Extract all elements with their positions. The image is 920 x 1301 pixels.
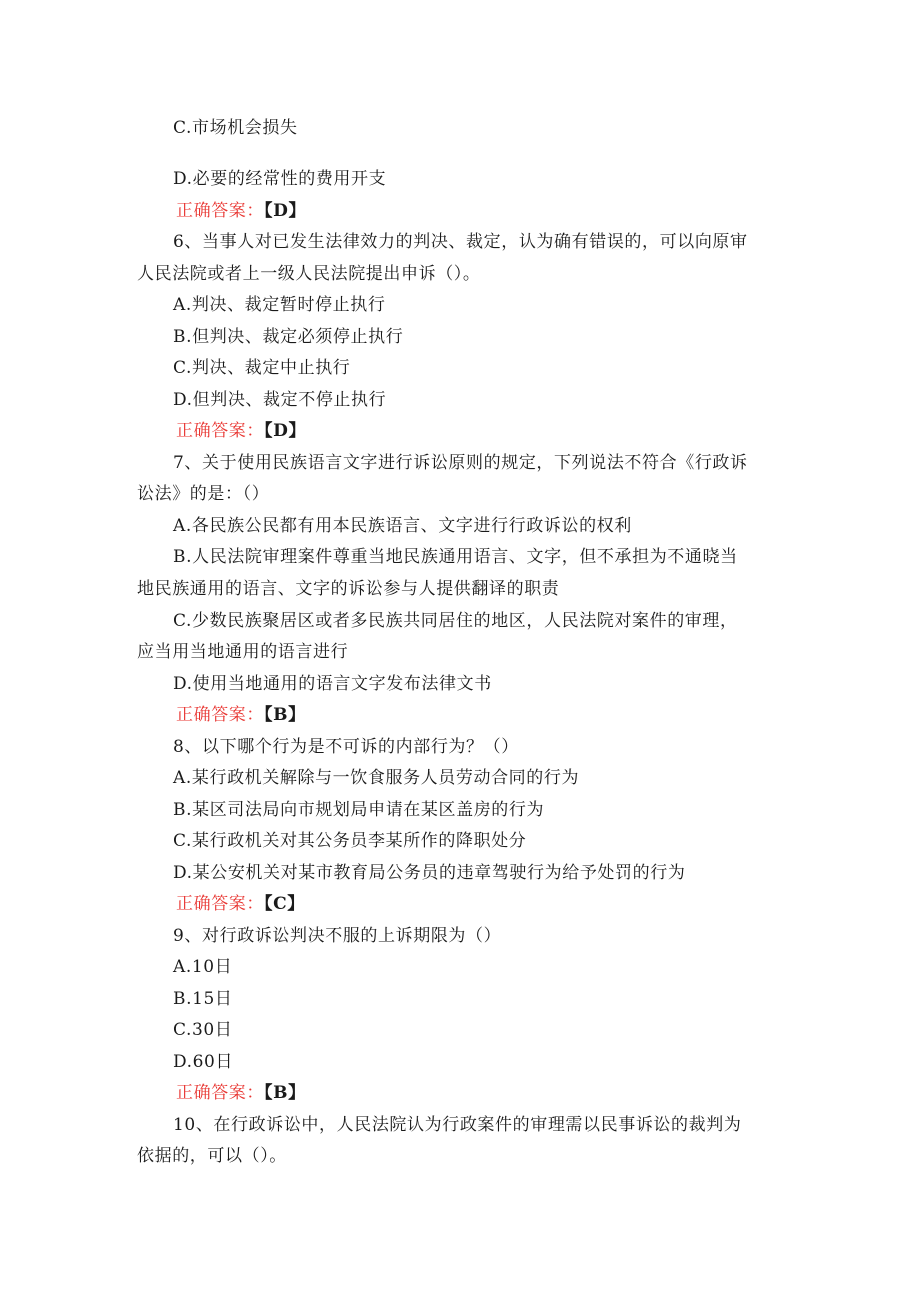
- text-line: C.判决、裁定中止执行: [173, 358, 351, 378]
- text-line: 依据的，可以（）。: [137, 1146, 287, 1166]
- text-line: B.某区司法局向市规划局申请在某区盖房的行为: [173, 800, 545, 820]
- text-line: B.15日: [173, 989, 233, 1009]
- answer-label: 正确答案：: [176, 894, 264, 914]
- answer-value: 【B】: [264, 1083, 306, 1103]
- text-line: A.判决、裁定暂时停止执行: [173, 295, 386, 315]
- text-line: A.10日: [173, 957, 233, 977]
- text-line: C.某行政机关对其公务员李某所作的降职处分: [173, 831, 527, 851]
- text-line: 6、当事人对已发生法律效力的判决、裁定，认为确有错误的，可以向原审: [173, 232, 748, 252]
- text-line: D.但判决、裁定不停止执行: [173, 390, 387, 410]
- text-line: 7、关于使用民族语言文字进行诉讼原则的规定，下列说法不符合《行政诉: [173, 453, 748, 473]
- answer-label: 正确答案：: [176, 705, 264, 725]
- text-line: B.但判决、裁定必须停止执行: [173, 327, 404, 347]
- text-line: A.各民族公民都有用本民族语言、文字进行行政诉讼的权利: [173, 516, 632, 536]
- text-line: 应当用当地通用的语言进行: [137, 642, 349, 662]
- text-line: C.少数民族聚居区或者多民族共同居住的地区，人民法院对案件的审理，: [173, 611, 738, 631]
- text-line: D.必要的经常性的费用开支: [173, 169, 387, 189]
- answer-value: 【C】: [264, 894, 305, 914]
- answer-line: [176, 199, 306, 223]
- text-line: C.市场机会损失: [173, 118, 298, 138]
- answer-line: [176, 1081, 306, 1105]
- text-line: D.某公安机关对某市教育局公务员的违章驾驶行为给予处罚的行为: [173, 863, 686, 883]
- answer-line: [176, 419, 306, 443]
- text-line: 讼法》的是：（）: [137, 484, 270, 504]
- answer-label: 正确答案：: [176, 201, 264, 221]
- answer-label: 正确答案：: [176, 1083, 264, 1103]
- answer-line: [176, 703, 306, 727]
- text-line: C.30日: [173, 1020, 233, 1040]
- text-line: D.使用当地通用的语言文字发布法律文书: [173, 674, 492, 694]
- answer-line: [176, 892, 305, 916]
- text-line: 8、以下哪个行为是不可诉的内部行为？（）: [173, 737, 519, 757]
- answer-value: 【D】: [264, 201, 307, 221]
- text-line: D.60日: [173, 1052, 234, 1072]
- text-line: A.某行政机关解除与一饮食服务人员劳动合同的行为: [173, 768, 580, 788]
- text-line: 10、在行政诉讼中，人民法院认为行政案件的审理需以民事诉讼的裁判为: [173, 1115, 742, 1135]
- text-line: B.人民法院审理案件尊重当地民族通用语言、文字，但不承担为不通晓当: [173, 547, 738, 567]
- answer-value: 【D】: [264, 421, 307, 441]
- text-line: 9、对行政诉讼判决不服的上诉期限为（）: [173, 926, 502, 946]
- answer-label: 正确答案：: [176, 421, 264, 441]
- answer-value: 【B】: [264, 705, 306, 725]
- text-line: 地民族通用的语言、文字的诉讼参与人提供翻译的职责: [137, 579, 560, 599]
- text-line: 人民法院或者上一级人民法院提出申诉（）。: [137, 264, 481, 284]
